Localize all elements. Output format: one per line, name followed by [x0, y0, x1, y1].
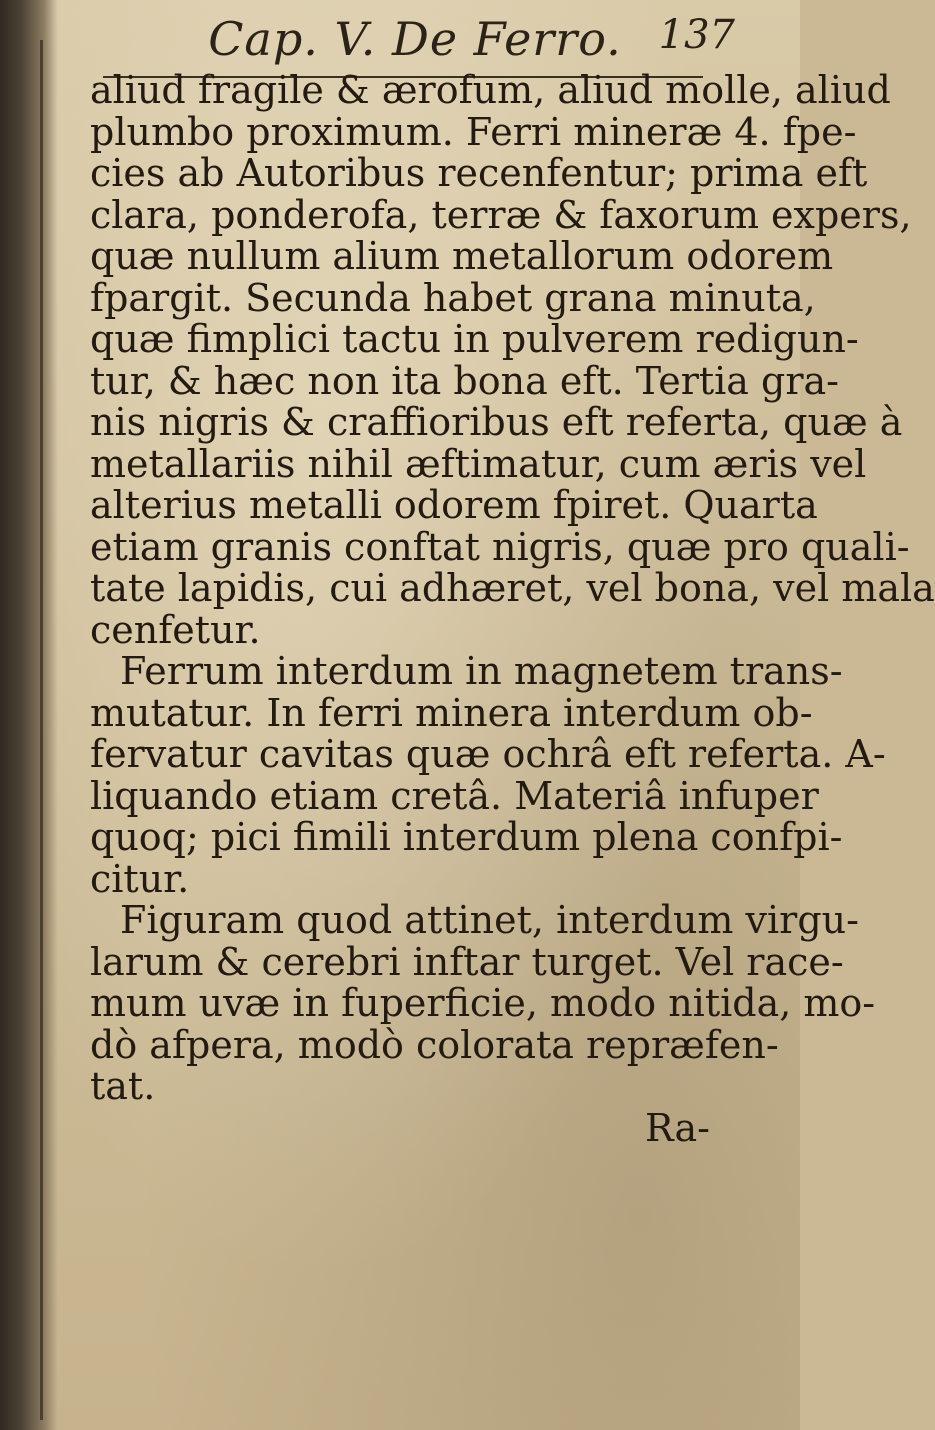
text-line: plumbo proximum. Ferri mineræ 4. fpe-: [90, 109, 857, 154]
gutter-rule: [40, 40, 43, 1420]
text-line: fpargit. Secunda habet grana minuta,: [90, 275, 816, 320]
text-line: tur, & hæc non ita bona eft. Tertia gra-: [90, 358, 839, 403]
text-line: cenfetur.: [90, 607, 261, 652]
page-gutter: [0, 0, 58, 1430]
text-line: fervatur cavitas quæ ochrâ eft referta. A-: [90, 732, 886, 776]
running-head: Cap. V. De Ferro.: [208, 12, 622, 66]
text-line: mum uvæ in fuperficie, modo nitida, mo-: [90, 981, 876, 1025]
paragraph-start-line: Figuram quod attinet, interdum virgu-: [120, 898, 859, 942]
text-line: citur.: [90, 856, 190, 901]
catchword: Ra-: [645, 1105, 710, 1150]
text-line: nis nigris & craffioribus eft referta, quæ à: [90, 400, 903, 444]
text-line: quæ fimplici tactu in pulverem redigun-: [90, 317, 859, 361]
text-line: aliud fragile & ærofum, aliud molle, aliud: [90, 68, 891, 112]
body-text: [90, 68, 935, 1150]
text-line: liquando etiam cretâ. Materiâ infuper: [90, 773, 819, 818]
text-line: mutatur. In ferri minera interdum ob-: [90, 690, 813, 735]
page-header: [95, 12, 735, 70]
page-number: 137: [658, 12, 735, 58]
text-line: tat.: [90, 1064, 156, 1108]
text-line: metallariis nihil æftimatur, cum æris vel: [90, 441, 867, 486]
text-line: alterius metalli odorem fpiret. Quarta: [90, 483, 818, 527]
text-line: tate lapidis, cui adhæret, vel bona, vel mala: [90, 566, 935, 610]
text-line: larum & cerebri inftar turget. Vel race-: [90, 939, 844, 984]
paragraph-start-line: Ferrum interdum in magnetem trans-: [120, 649, 843, 693]
text-line: clara, ponderofa, terræ & faxorum expers,: [90, 192, 912, 237]
text-line: quoq; pici fimili interdum plena confpi-: [90, 815, 843, 859]
text-line: dò afpera, modò colorata repræfen-: [90, 1022, 779, 1067]
text-line: quæ nullum alium metallorum odorem: [90, 234, 834, 278]
text-line: etiam granis conftat nigris, quæ pro quali-: [90, 524, 910, 569]
text-line: cies ab Autoribus recenfentur; prima eft: [90, 151, 868, 195]
